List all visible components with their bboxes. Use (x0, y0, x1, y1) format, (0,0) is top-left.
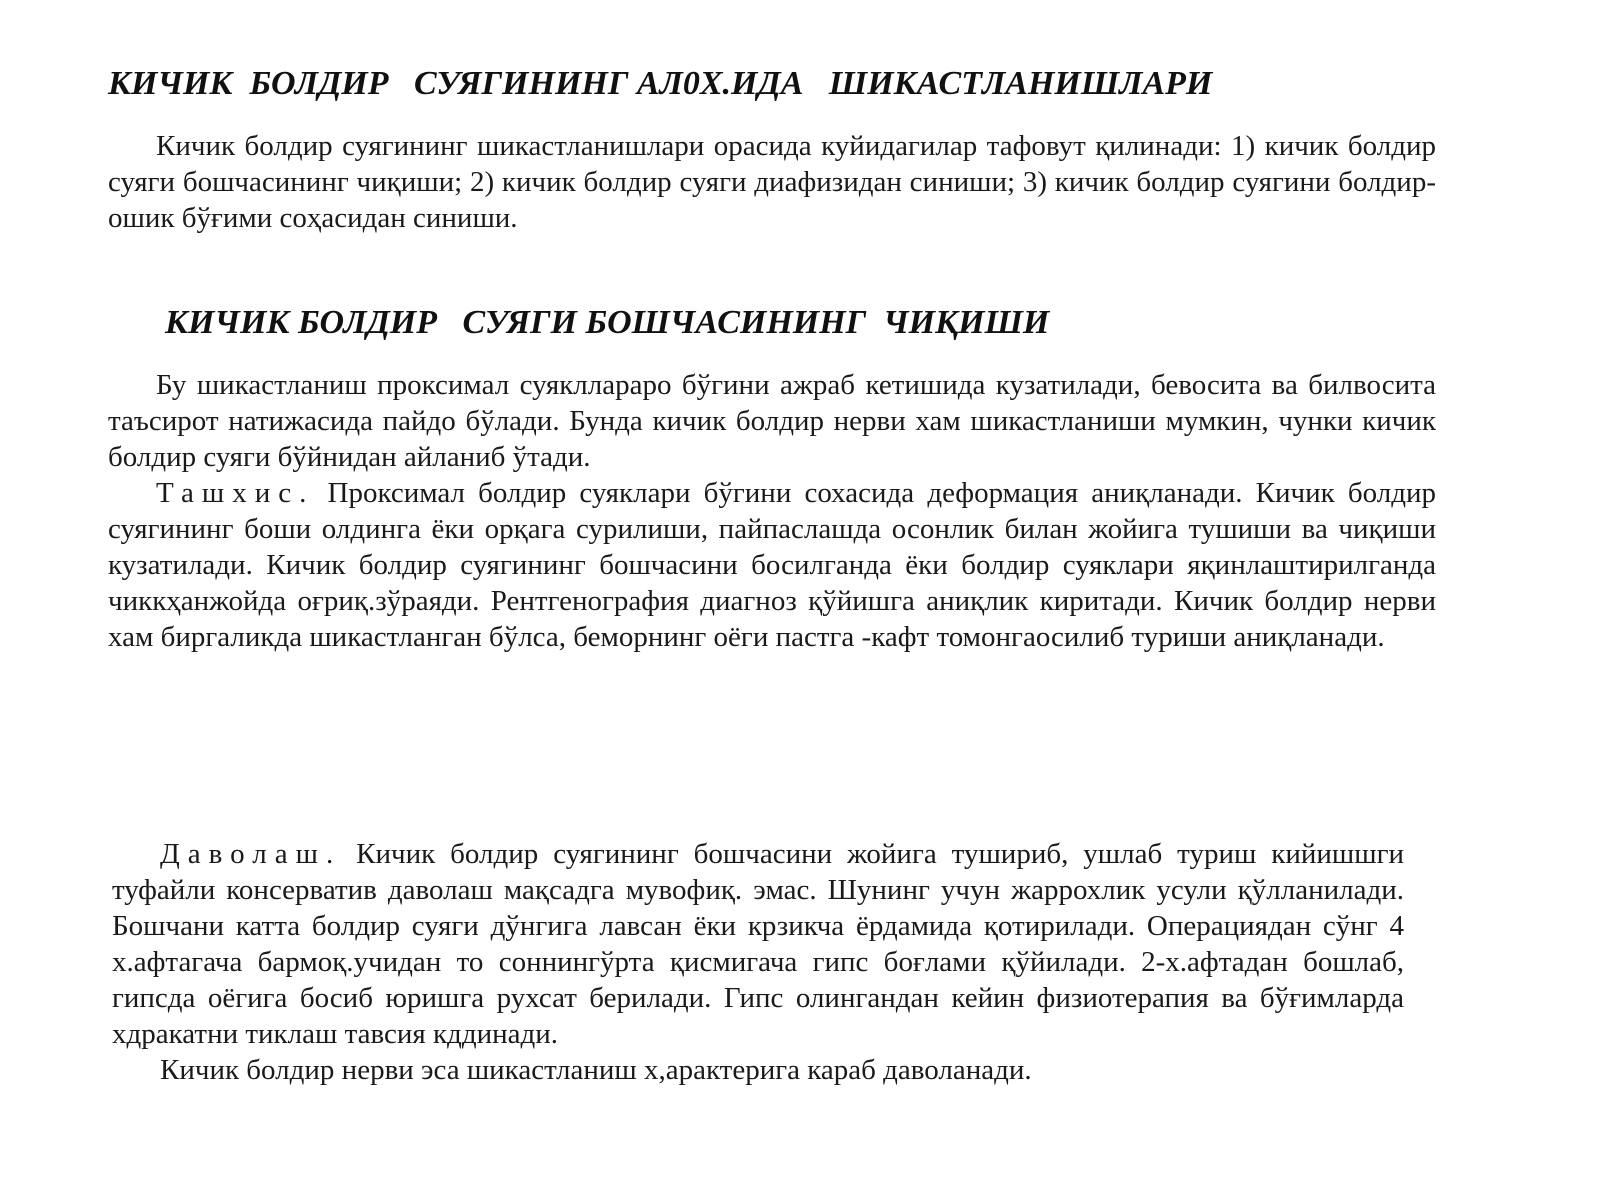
section-heading-main: КИЧИК БОЛДИР СУЯГИНИНГ АЛ0Х.ИДА ШИКАСТЛАНИШЛАРИ (108, 65, 1213, 102)
treatment-paragraph (112, 836, 1404, 1052)
intro-block (108, 128, 1436, 236)
diagnosis-label: Ташхис. (156, 477, 315, 509)
diagnosis-paragraph (108, 475, 1436, 655)
section-body (108, 367, 1436, 655)
section-heading-sub: КИЧИК БОЛДИР СУЯГИ БОШЧАСИНИНГ ЧИҚИШИ (165, 304, 1050, 341)
intro-paragraph: Кичик болдир суягининг шикастланишлари орасида куйидагилар тафовут қилинади: 1) кичик болдир суяги бошчасининг чиқиши; 2) кичик болдир суяги диафизидан синиши; 3) кичик болдир суягини болдир-ошик бўғими соҳасидан синиши. (108, 130, 1436, 234)
treatment-block (112, 836, 1404, 1088)
treatment-label: Даволаш. (160, 838, 342, 870)
section-paragraph: Бу шикастланиш проксимал суякллараро бўгини ажраб кетишида кузатилади, бевосита ва билвосита таъсирот натижасида пайдо бўлади. Бунда кичик болдир нерви хам шикастланиши мумкин, чунки кичик болдир суяги бўйнидан айланиб ўтади. (108, 369, 1436, 473)
closing-paragraph: Кичик болдир нерви эса шикастланиш х,арактерига караб даволанади. (160, 1054, 1032, 1086)
diagnosis-text: Проксимал болдир суяклари бўгини сохасида деформация аниқланади. Кичик болдир суягининг боши олдинга ёки орқага сурилиши, пайпаслашда осонлик билан жойига тушиши ва чиқиши кузатилади. Кичик болдир суягининг бошчасини босилганда ёки болдир суяклари яқинлаштирилганда чиккҳанжойда оғриқ.зўраяди. Рентгенография диагноз қўйишга аниқлик киритади. Кичик болдир нерви хам биргаликда шикастланган бўлса, беморнинг оёги пастга -кафт томонгаосилиб туриши аниқланади. (108, 477, 1436, 653)
treatment-text: Кичик болдир суягининг бошчасини жойига тушириб, ушлаб туриш кийишшги туфайли консерватив даволаш мақсадга мувофиқ. эмас. Шунинг учун жаррохлик усули қўлланилади. Бошчани катта болдир суяги дўнгига лавсан ёки крзикча ёрдамида қотирилади. Операциядан сўнг 4 х.афтагача бармоқ.учидан то соннингўрта қисмигача гипс боғлами қўйилади. 2-х.афтадан бошлаб, гипсда оёгига босиб юришга рухсат берилади. Гипс олингандан кейин физиотерапия ва бўғимларда хдракатни тиклаш тавсия кддинади. (112, 838, 1404, 1050)
